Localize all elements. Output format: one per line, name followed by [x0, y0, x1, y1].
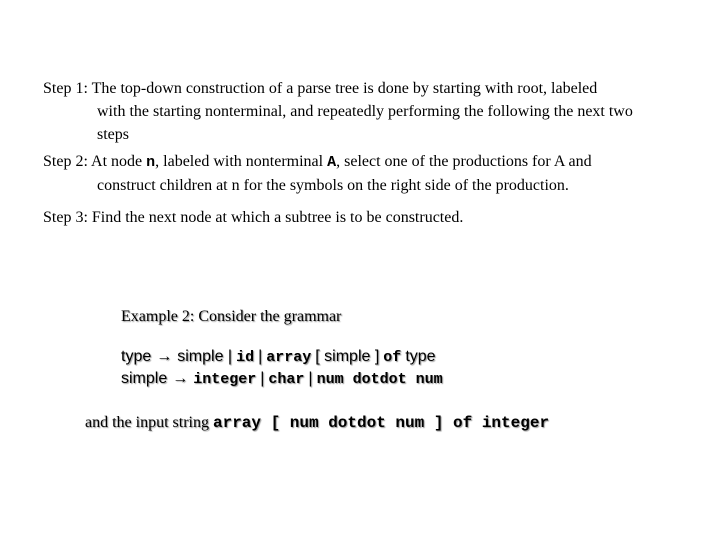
step-1-label: Step 1:: [43, 80, 88, 97]
arrow-icon: →: [156, 348, 173, 365]
step-2-text-b: , labeled with nonterminal: [155, 153, 328, 170]
arrow-icon: →: [172, 370, 189, 387]
rule-1-lhs: type: [121, 348, 152, 365]
grammar-rule-1: [121, 346, 436, 369]
step-2-code-a: A: [327, 154, 337, 171]
rule-2-integer: integer: [193, 371, 257, 388]
step-2: [43, 150, 713, 197]
rule-2-bar-1: |: [260, 370, 265, 387]
rule-2-num-dotdot-num: num dotdot num: [316, 371, 443, 388]
input-string: array [ num dotdot num ] of integer: [212, 414, 550, 432]
rule-2-lhs: simple: [121, 370, 168, 387]
rule-1-of: of: [383, 349, 402, 366]
rule-2-char: char: [268, 371, 305, 388]
step-2-text-a: At node: [91, 153, 147, 170]
step-2-text-c: , select one of the productions for A and: [336, 153, 592, 170]
rule-2-bar-2: |: [308, 370, 313, 387]
step-3: [43, 206, 713, 229]
step-2-code-n: n: [146, 154, 156, 171]
step-3-line-1: Find the next node at which a subtree is to be constructed.: [91, 209, 464, 226]
step-1: [43, 77, 713, 146]
rule-1-id: id: [236, 349, 255, 366]
input-string-line: [85, 411, 549, 434]
rule-1-bar: |: [258, 348, 263, 365]
step-1-line-3: steps: [97, 126, 129, 143]
grammar-rule-2: [121, 368, 443, 391]
rule-1-simple-bracket: [ simple ]: [315, 348, 380, 365]
step-3-label: Step 3:: [43, 209, 88, 226]
rule-1-part-1: simple |: [177, 348, 233, 365]
step-1-line-1: The top-down construction of a parse tree is done by starting with root, labeled: [91, 80, 598, 97]
input-prefix: and the input string: [85, 414, 213, 431]
step-1-line-2: with the starting nonterminal, and repeatedly performing the following the next two: [97, 103, 633, 120]
rule-1-array: array: [266, 349, 312, 366]
step-2-line-2: construct children at n for the symbols on the right side of the production.: [97, 177, 569, 194]
example-title: Example 2: Consider the grammar: [121, 308, 342, 325]
rule-1-type: type: [405, 348, 436, 365]
step-2-label: Step 2:: [43, 153, 88, 170]
